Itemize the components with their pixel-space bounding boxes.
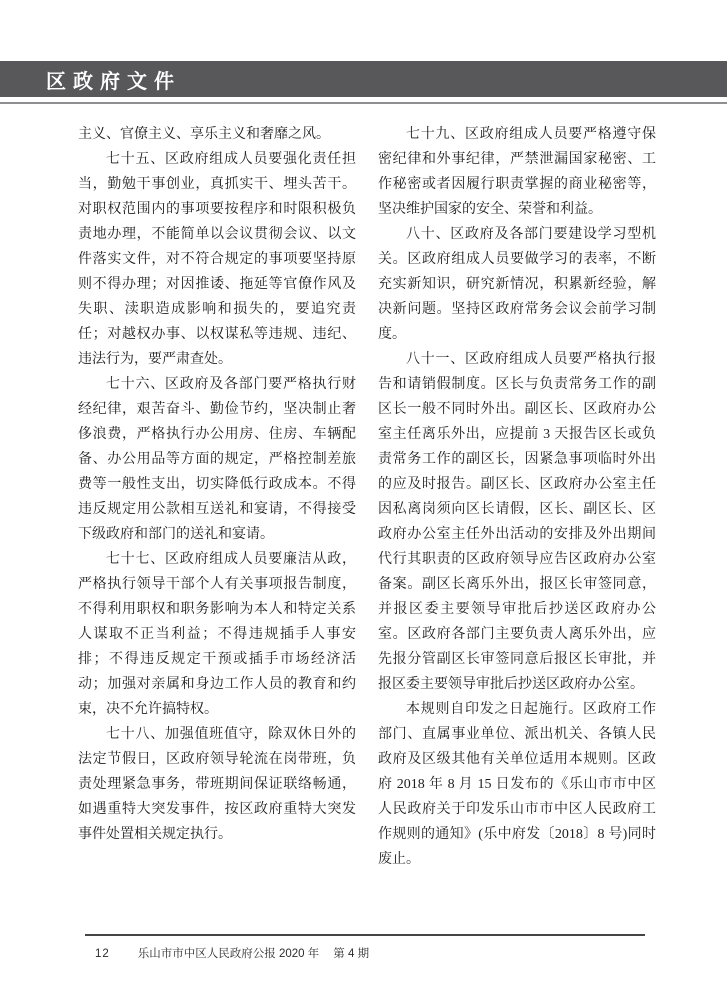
body-paragraph: 八十一、区政府组成人员要严格执行报告和请销假制度。区长与负责常务工作的副区长一般不同时外出。副区长、区政府办公室主任离乐外出，应提前 3 天报告区长或负责常务工作的副区长，因紧急事项临时外出的应及时报告。副区长、区政府办公室主任因私离岗须向区长请假，区长、副区长、区政府办公室主任外出活动的安排及外出期间代行其职责的区政府领导应告区政府办公室备案。副区长离乐外出，报区长审签同意，并报区委主要领导审批后抄送区政府办公室。区政府各部门主要负责人离乐外出，应先报分管副区长审签同意后报区长审批，并报区委主要领导审批后抄送区政府办公室。 [378, 352, 656, 692]
page-number: 12 [95, 948, 110, 960]
footer-text [85, 945, 645, 961]
section-header-banner [0, 61, 727, 97]
body-paragraph: 七十七、区政府组成人员要廉洁从政，严格执行领导干部个人有关事项报告制度，不得利用职权和职务影响为本人和特定关系人谋取不正当利益；不得违规插手人事安排；不得违反规定干预或插手市场经济活动；加强对亲属和身边工作人员的教育和约束，决不允许搞特权。 [78, 552, 356, 717]
body-paragraph: 主义、官僚主义、享乐主义和奢靡之风。 [78, 127, 330, 142]
page-footer [85, 934, 645, 961]
body-paragraph: 七十五、区政府组成人员要强化责任担当，勤勉干事创业，真抓实干、埋头苦干。对职权范围内的事项要按程序和时限积极负责地办理，不能简单以会议贯彻会议、以文件落实文件，对不符合规定的事项要坚持原则不得办理；对因推诿、拖延等官僚作风及失职、渎职造成影响和损失的，要追究责任；对越权办事、以权谋私等违规、违纪、违法行为，要严肃查处。 [78, 152, 356, 367]
body-paragraph: 七十八、加强值班值守，除双休日外的法定节假日，区政府领导轮流在岗带班，负责处理紧急事务，带班期间保证联络畅通，如遇重特大突发事件，按区政府重特大突发事件处置相关规定执行。 [78, 727, 356, 842]
section-title: 区政府文件 [46, 70, 181, 93]
header-divider [0, 102, 727, 104]
body-paragraph: 本规则自印发之日起施行。区政府工作部门、直属事业单位、派出机关、各镇人民政府及区级其他有关单位适用本规则。区政府 2018 年 8 月 15 日发布的《乐山市市中区人民政府关于印发乐山市市中区人民政府工作规则的通知》(乐中府发〔2018〕8 号)同时废止。 [378, 702, 656, 867]
footer-divider [85, 934, 645, 936]
body-paragraph: 七十九、区政府组成人员要严格遵守保密纪律和外事纪律，严禁泄漏国家秘密、工作秘密或者因履行职责掌握的商业秘密等，坚决维护国家的安全、荣誉和利益。 [378, 127, 656, 217]
left-column [78, 122, 356, 872]
document-body [78, 122, 656, 872]
publication-title: 乐山市市中区人民政府公报 2020 年 [137, 948, 320, 960]
issue-number: 第 4 期 [333, 948, 370, 960]
body-paragraph: 七十六、区政府及各部门要严格执行财经纪律，艰苦奋斗、勤俭节约，坚决制止奢侈浪费，严格执行办公用房、住房、车辆配备、办公用品等方面的规定，严格控制差旅费等一般性支出，切实降低行政成本。不得违反规定用公款相互送礼和宴请，不得接受下级政府和部门的送礼和宴请。 [78, 377, 356, 542]
body-paragraph: 八十、区政府及各部门要建设学习型机关。区政府组成人员要做学习的表率，不断充实新知识，研究新情况，积累新经验，解决新问题。坚持区政府常务会议会前学习制度。 [378, 227, 656, 342]
right-column [378, 122, 656, 872]
